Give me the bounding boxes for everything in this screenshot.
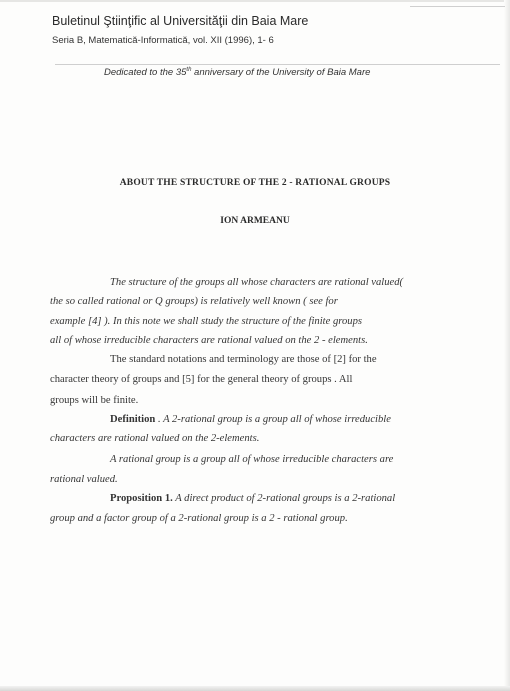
notation-line-1: The standard notations and terminology are those of [2] for the xyxy=(110,354,377,365)
intro-line-2: the so called rational or Q groups) is relatively well known ( see for xyxy=(50,296,338,307)
header-rule xyxy=(55,64,500,65)
notation-line-2: character theory of groups and [5] for the general theory of groups . All xyxy=(50,374,353,385)
proposition-text-1: A direct product of 2-rational groups is a 2-rational xyxy=(172,493,396,504)
definition-line-1 xyxy=(110,414,391,425)
rational-group-line-2: rational valued. xyxy=(50,474,118,485)
header-rule-top xyxy=(410,6,505,7)
paper-title: ABOUT THE STRUCTURE OF THE 2 - RATIONAL GROUPS xyxy=(119,178,391,188)
dedication-pre: Dedicated to the 35 xyxy=(104,67,187,79)
scan-right-edge xyxy=(504,0,510,691)
author-name: ION ARMEANU xyxy=(220,216,290,226)
proposition-label: Proposition 1. xyxy=(110,493,173,504)
intro-line-3: example [4] ). In this note we shall study the structure of the finite groups xyxy=(50,316,362,327)
definition-text-1: . A 2-rational group is a group all of whose irreducible xyxy=(155,414,391,425)
dedication-sup: th xyxy=(186,67,192,73)
proposition-line-1 xyxy=(110,493,395,504)
scan-top-edge xyxy=(0,0,510,2)
journal-series: Seria B, Matematică-Informatică, vol. XII (1996), 1- 6 xyxy=(52,35,274,46)
notation-line-3: groups will be finite. xyxy=(50,395,139,406)
definition-line-2: characters are rational valued on the 2-elements. xyxy=(50,433,260,444)
definition-label: Definition xyxy=(110,414,156,425)
intro-line-1: The structure of the groups all whose characters are rational valued( xyxy=(110,277,404,288)
dedication-post: anniversary of the University of Baia Mare xyxy=(191,67,371,79)
proposition-line-2: group and a factor group of a 2-rational group is a 2 - rational group. xyxy=(50,513,348,524)
dedication xyxy=(104,67,370,78)
journal-title: Buletinul Ştiinţific al Universităţii din Baia Mare xyxy=(52,14,309,28)
intro-line-4: all of whose irreducible characters are rational valued on the 2 - elements. xyxy=(50,335,368,346)
rational-group-line-1: A rational group is a group all of whose irreducible characters are xyxy=(110,454,394,465)
scan-bottom-edge xyxy=(0,686,510,691)
